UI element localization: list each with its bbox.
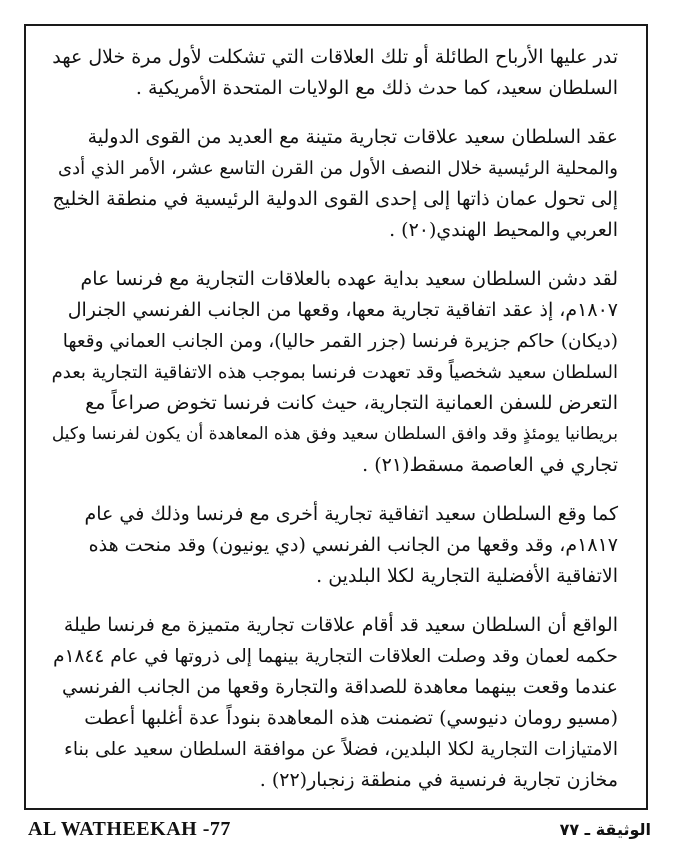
text-line: بريطانيا يومئذٍ وقد وافق السلطان سعيد وفق هذه المعاهدة أن يكون لفرنسا وكيل <box>51 424 618 444</box>
text-line: التعرض للسفن العمانية التجارية، حيث كانت فرنسا تخوض صراعاً مع <box>85 392 618 414</box>
text-line: العربي والمحيط الهندي(٢٠) . <box>389 219 618 241</box>
text-line: الواقع أن السلطان سعيد قد أقام علاقات تجارية متميزة مع فرنسا طيلة <box>63 614 618 636</box>
text-line: تدر عليها الأرباح الطائلة أو تلك العلاقات التي تشكلت لأول مرة خلال عهد <box>52 46 618 68</box>
paragraph-5 <box>52 610 618 796</box>
text-line: تجاري في العاصمة مسقط(٢١) . <box>362 454 618 476</box>
text-line: كما وقع السلطان سعيد اتفاقية تجارية أخرى مع فرنسا وذلك في عام <box>84 503 618 525</box>
text-line: (مسيو رومان دنيوسي) تضمنت هذه المعاهدة بنوداً عدة أغلبها أعطت <box>84 707 618 729</box>
paragraph-2 <box>52 122 618 246</box>
text-line: ١٨٠٧م، إذ عقد اتفاقية تجارية معها، وقعها من الجانب الفرنسي الجنرال <box>67 299 618 321</box>
page-border-frame <box>24 24 648 810</box>
page-footer <box>28 818 651 848</box>
text-line: (ديكان) حاكم جزيرة فرنسا (جزر القمر حاليا)، ومن الجانب العماني وقعها <box>62 331 618 352</box>
text-line: إلى تحول عمان ذاتها إلى إحدى القوى الدولية الرئيسية في منطقة الخليج <box>52 188 618 210</box>
text-line: لقد دشن السلطان سعيد بداية عهده بالعلاقات التجارية مع فرنسا عام <box>80 268 618 290</box>
text-line: الاتفاقية الأفضلية التجارية لكلا البلدين . <box>316 565 618 587</box>
text-line: الامتيازات التجارية لكلا البلدين، فضلاً عن موافقة السلطان سعيد على بناء <box>64 739 618 760</box>
article-body <box>52 42 618 796</box>
paragraph-4 <box>52 499 618 592</box>
text-line: والمحلية الرئيسية خلال النصف الأول من القرن التاسع عشر، الأمر الذي أدى <box>58 158 618 179</box>
text-line: ١٨١٧م، وقد وقعها من الجانب الفرنسي (دي يونيون) وقد منحت هذه <box>88 534 618 556</box>
paragraph-3 <box>52 264 618 481</box>
footer-journal-name-arabic: الوثيقة ـ ٧٧ <box>559 820 651 839</box>
text-line: عندما وقعت بينهما معاهدة للصداقة والتجارة وقعها من الجانب الفرنسي <box>62 676 618 698</box>
text-line: مخازن تجارية فرنسية في منطقة زنجبار(٢٢) . <box>259 769 618 791</box>
text-line: السلطان سعيد شخصياً وقد تعهدت فرنسا بموجب هذه الاتفاقية التجارية بعدم <box>51 362 618 383</box>
text-line: حكمه لعمان وقد وصلت العلاقات التجارية بينهما إلى ذروتها في عام ١٨٤٤م <box>53 646 618 667</box>
text-line: السلطان سعيد، كما حدث ذلك مع الولايات المتحدة الأمريكية . <box>135 77 618 99</box>
text-line: عقد السلطان سعيد علاقات تجارية متينة مع العديد من القوى الدولية <box>87 126 618 148</box>
paragraph-1 <box>52 42 618 104</box>
footer-journal-name: AL WATHEEKAH -77 <box>28 818 231 840</box>
